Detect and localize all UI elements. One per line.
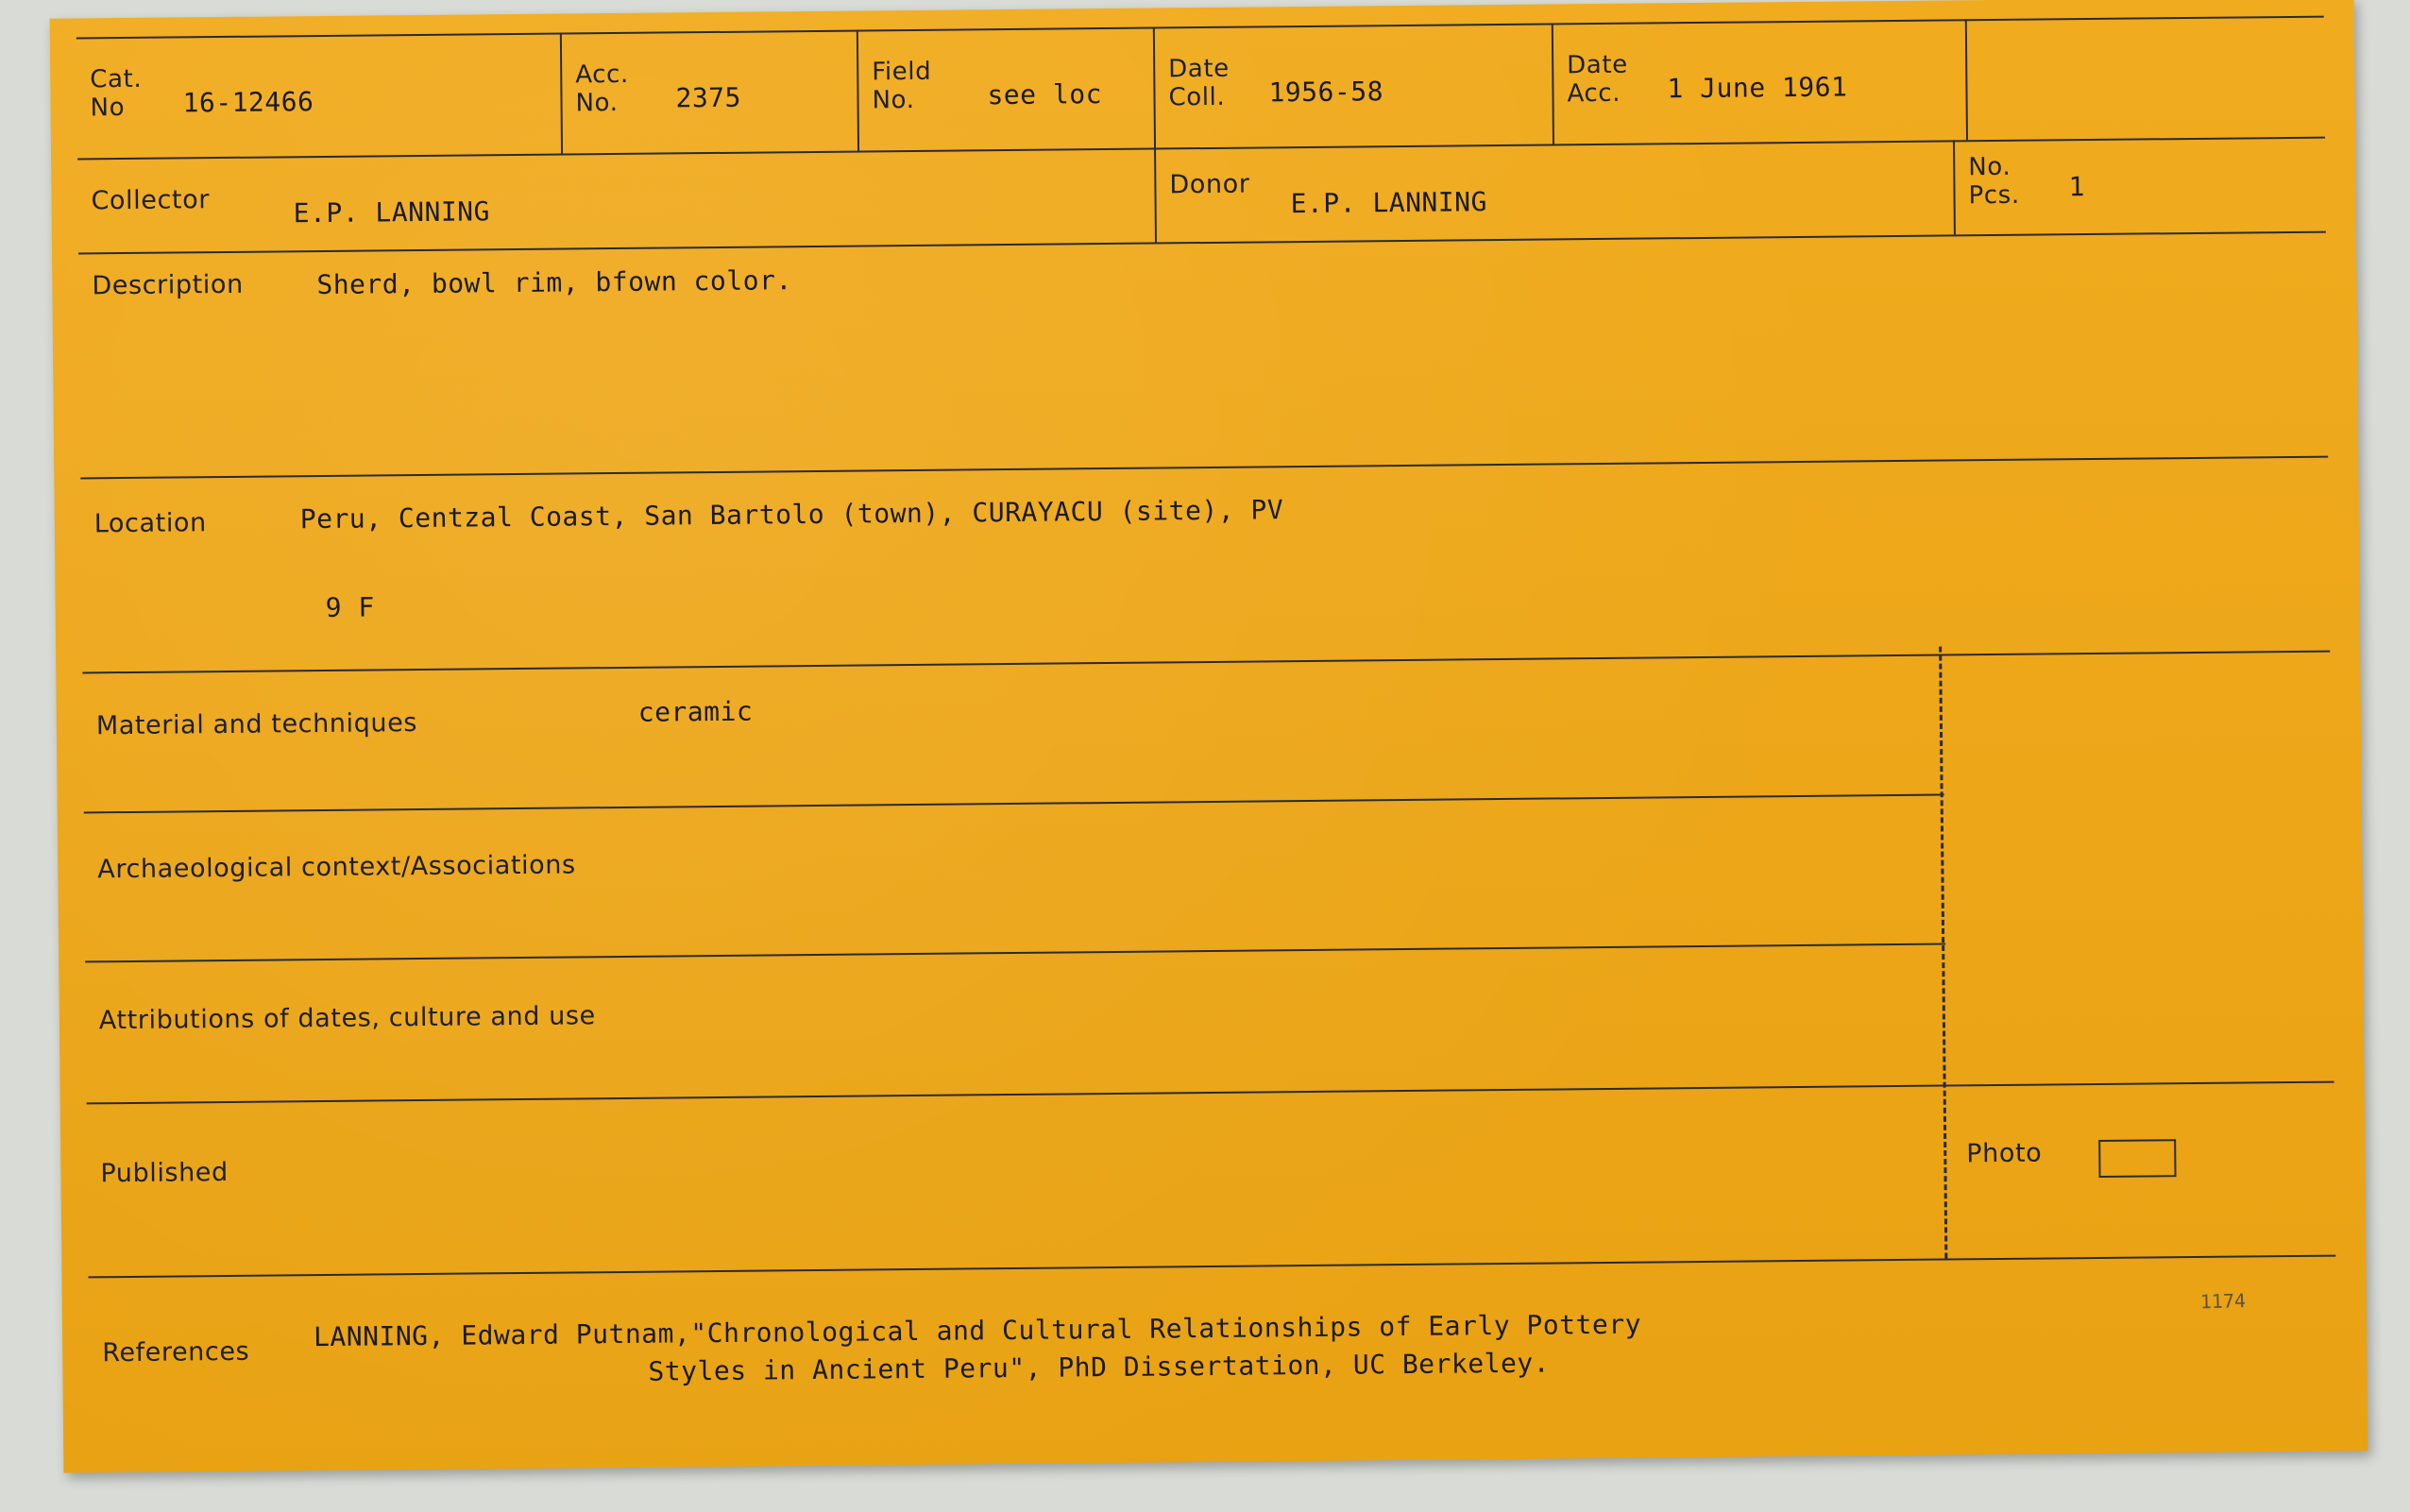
attributions-label: Attributions of dates, culture and use xyxy=(98,1001,596,1036)
rule-col-right-header xyxy=(1965,19,1968,140)
acc-no-value: 2375 xyxy=(675,81,742,114)
rule-under-location xyxy=(82,651,2330,674)
date-coll-value: 1956-58 xyxy=(1268,76,1384,109)
date-coll-label: Date Coll. xyxy=(1168,54,1230,112)
rule-under-row2 xyxy=(78,231,2326,255)
rule-col-date-coll xyxy=(1153,27,1157,243)
rule-col-field xyxy=(857,30,859,151)
references-value-line2: Styles in Ancient Peru", PhD Dissertation, UC Berkeley. xyxy=(648,1347,1551,1387)
donor-label: Donor xyxy=(1169,169,1250,200)
references-value-line1: LANNING, Edward Putnam,"Chronological and Cultural Relationships of Early Pottery xyxy=(313,1308,1642,1353)
corner-stamp-number: 1174 xyxy=(2199,1289,2247,1314)
location-label: Location xyxy=(93,508,207,539)
material-label: Material and techniques xyxy=(95,708,418,741)
location-value-line2: 9 F xyxy=(325,591,375,623)
description-value: Sherd, bowl rim, bfown color. xyxy=(316,264,792,301)
rule-dashed-right-column xyxy=(1939,647,1947,1259)
context-label: Archaeological context/Associations xyxy=(97,850,576,885)
material-value: ceramic xyxy=(637,695,754,728)
rule-col-acc xyxy=(560,33,563,154)
references-label: References xyxy=(102,1336,250,1368)
rule-col-date-acc xyxy=(1552,23,1554,144)
no-pcs-label: No. Pcs. xyxy=(1968,152,2020,211)
field-no-label: Field No. xyxy=(872,57,932,115)
photo-label: Photo xyxy=(1966,1138,2043,1169)
acc-no-label: Acc. No. xyxy=(575,59,629,118)
rule-under-attributions xyxy=(87,1081,2334,1105)
field-no-value: see loc xyxy=(987,78,1103,111)
rule-top xyxy=(76,16,2324,40)
rule-col-no-pcs xyxy=(1953,140,1956,234)
date-acc-label: Date Acc. xyxy=(1567,50,1628,109)
description-label: Description xyxy=(92,269,244,301)
cat-no-label: Cat. No xyxy=(90,64,143,123)
rule-under-context xyxy=(85,943,1945,963)
no-pcs-value: 1 xyxy=(2068,171,2085,203)
card-content-area xyxy=(76,16,2341,1445)
published-label: Published xyxy=(100,1157,229,1189)
photo-checkbox[interactable] xyxy=(2098,1139,2176,1178)
donor-value: E.P. LANNING xyxy=(1290,186,1488,220)
location-value-line1: Peru, Centzal Coast, San Bartolo (town), CURAYACU (site), PV xyxy=(299,494,1284,535)
rule-under-description xyxy=(80,456,2328,480)
cat-no-value: 16-12466 xyxy=(182,86,314,119)
collector-label: Collector xyxy=(91,185,211,216)
rule-under-published xyxy=(88,1255,2335,1279)
catalog-card xyxy=(50,0,2368,1473)
collector-value: E.P. LANNING xyxy=(293,195,491,229)
rule-under-material xyxy=(84,794,1944,814)
date-acc-value: 1 June 1961 xyxy=(1667,71,1848,105)
